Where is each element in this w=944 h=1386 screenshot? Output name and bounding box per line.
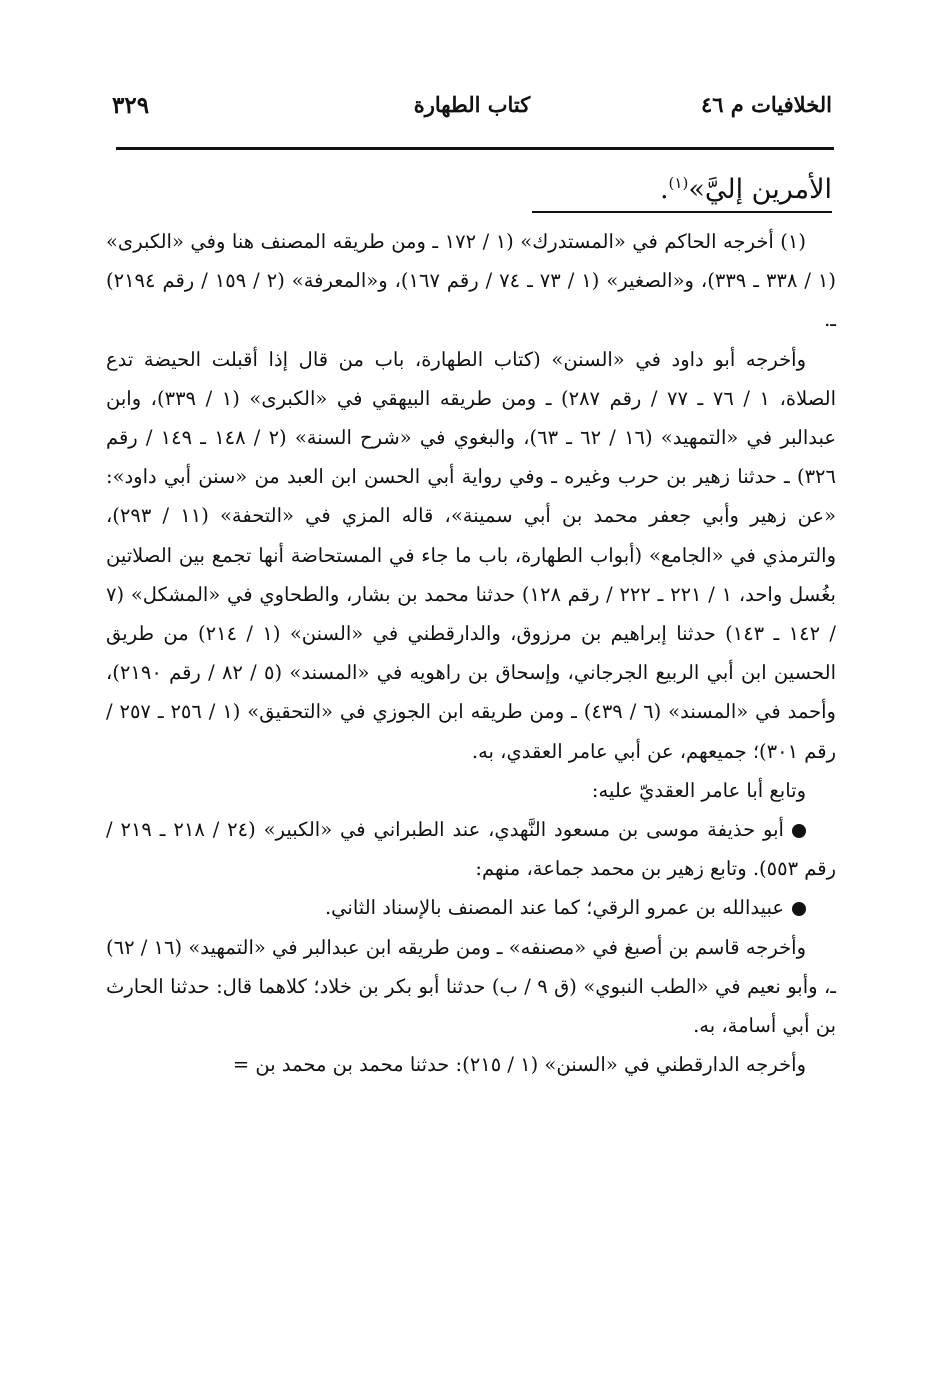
bullet-dot-icon [792, 902, 806, 916]
main-text-end: . [659, 174, 669, 205]
footnote-bullet-item-2 [106, 888, 836, 927]
header-chapter-title: كتاب الطهارة [413, 92, 531, 117]
footnotes-block [106, 222, 836, 1084]
header-divider [116, 147, 834, 150]
footnote-divider [532, 211, 832, 213]
bullet-dot-icon [792, 824, 806, 838]
footnote-bullet-text-2: عبيدالله بن عمرو الرقي؛ كما عند المصنف بالإسناد الثاني. [324, 896, 784, 920]
footnote-paragraph-3: وتابع أبا عامر العقديّ عليه: [591, 778, 806, 802]
footnote-reference: (١) [668, 174, 689, 192]
footnote-paragraph-7: وأخرجه الدارقطني في «السنن» (١ / ٢١٥): حدثنا محمد بن محمد بن = [232, 1053, 806, 1077]
page-number: ٣٢٩ [112, 92, 150, 119]
running-header [112, 92, 832, 132]
footnote-paragraph-1: (١) أخرجه الحاكم في «المستدرك» (١ / ١٧٢ ـ ومن طريقه المصنف هنا وفي «الكبرى» (١ / ٣٣٨ ـ ٣٣٩)، و«الصغير» (١ / ٧٣ ـ ٧٤ / رقم ١٦٧)، و«المعرفة» (٢ / ١٥٩ / رقم ٢١٩٤) ـ. [106, 230, 836, 332]
main-text-body: الأمرين إليَّ» [688, 174, 832, 205]
footnote-bullet-text-1: أبو حذيفة موسى بن مسعود النَّهدي، عند الطبراني في «الكبير» (٢٤ / ٢١٨ ـ ٢١٩ / رقم ٥٥٣). وتابع زهير بن محمد جماعة، منهم: [106, 818, 836, 881]
footnote-paragraph-6: وأخرجه قاسم بن أصبغ في «مصنفه» ـ ومن طريقه ابن عبدالبر في «التمهيد» (١٦ / ٦٢) ـ، وأبو نعيم في «الطب النبوي» (ق ٩ / ب) حدثنا أبو بكر بن خلاد؛ كلاهما قال: حدثنا الحارث بن أبي أسامة، به. [106, 935, 836, 1038]
main-text [660, 158, 832, 215]
footnote-bullet-item-1 [106, 810, 836, 888]
footnote-paragraph-2: وأخرجه أبو داود في «السنن» (كتاب الطهارة، باب من قال إذا أقبلت الحيضة تدع الصلاة، ١ / ٧٦ ـ ٧٧ / رقم ٢٨٧) ـ ومن طريقه البيهقي في «الكبرى» (١ / ٣٣٩)، وابن عبدالبر في «التمهيد» (١٦ / ٦٢ ـ ٦٣)، والبغوي في «شرح السنة» (٢ / ١٤٨ ـ ١٤٩ / رقم ٣٢٦) ـ حدثنا زهير بن حرب وغيره ـ وفي رواية أبي الحسن ابن العبد من «سنن أبي داود»: «عن زهير وأبي جعفر محمد بن أبي سمينة»، قاله المزي في «التحفة» (١١ / ٢٩٣)، والترمذي في «الجامع» (أبواب الطهارة، باب ما جاء في المستحاضة أنها تجمع بين الصلاتين بغُسل واحد، ١ / ٢٢١ ـ ٢٢٢ / رقم ١٢٨) حدثنا محمد بن بشار، والطحاوي في «المشكل» (٧ / ١٤٢ ـ ١٤٣) حدثنا إبراهيم بن مرزوق، والدارقطني في «السنن» (١ / ٢١٤) من طريق الحسين ابن أبي الربيع الجرجاني، وإسحاق بن راهويه في «المسند» (٥ / ٨٢ / رقم ٢١٩٠)، وأحمد في «المسند» (٦ / ٤٣٩) ـ ومن طريقه ابن الجوزي في «التحقيق» (١ / ٢٥٦ ـ ٢٥٧ / رقم ٣٠١)؛ جميعهم، عن أبي عامر العقدي، به. [106, 347, 837, 763]
header-book-part: الخلافيات م ٤٦ [700, 92, 832, 117]
